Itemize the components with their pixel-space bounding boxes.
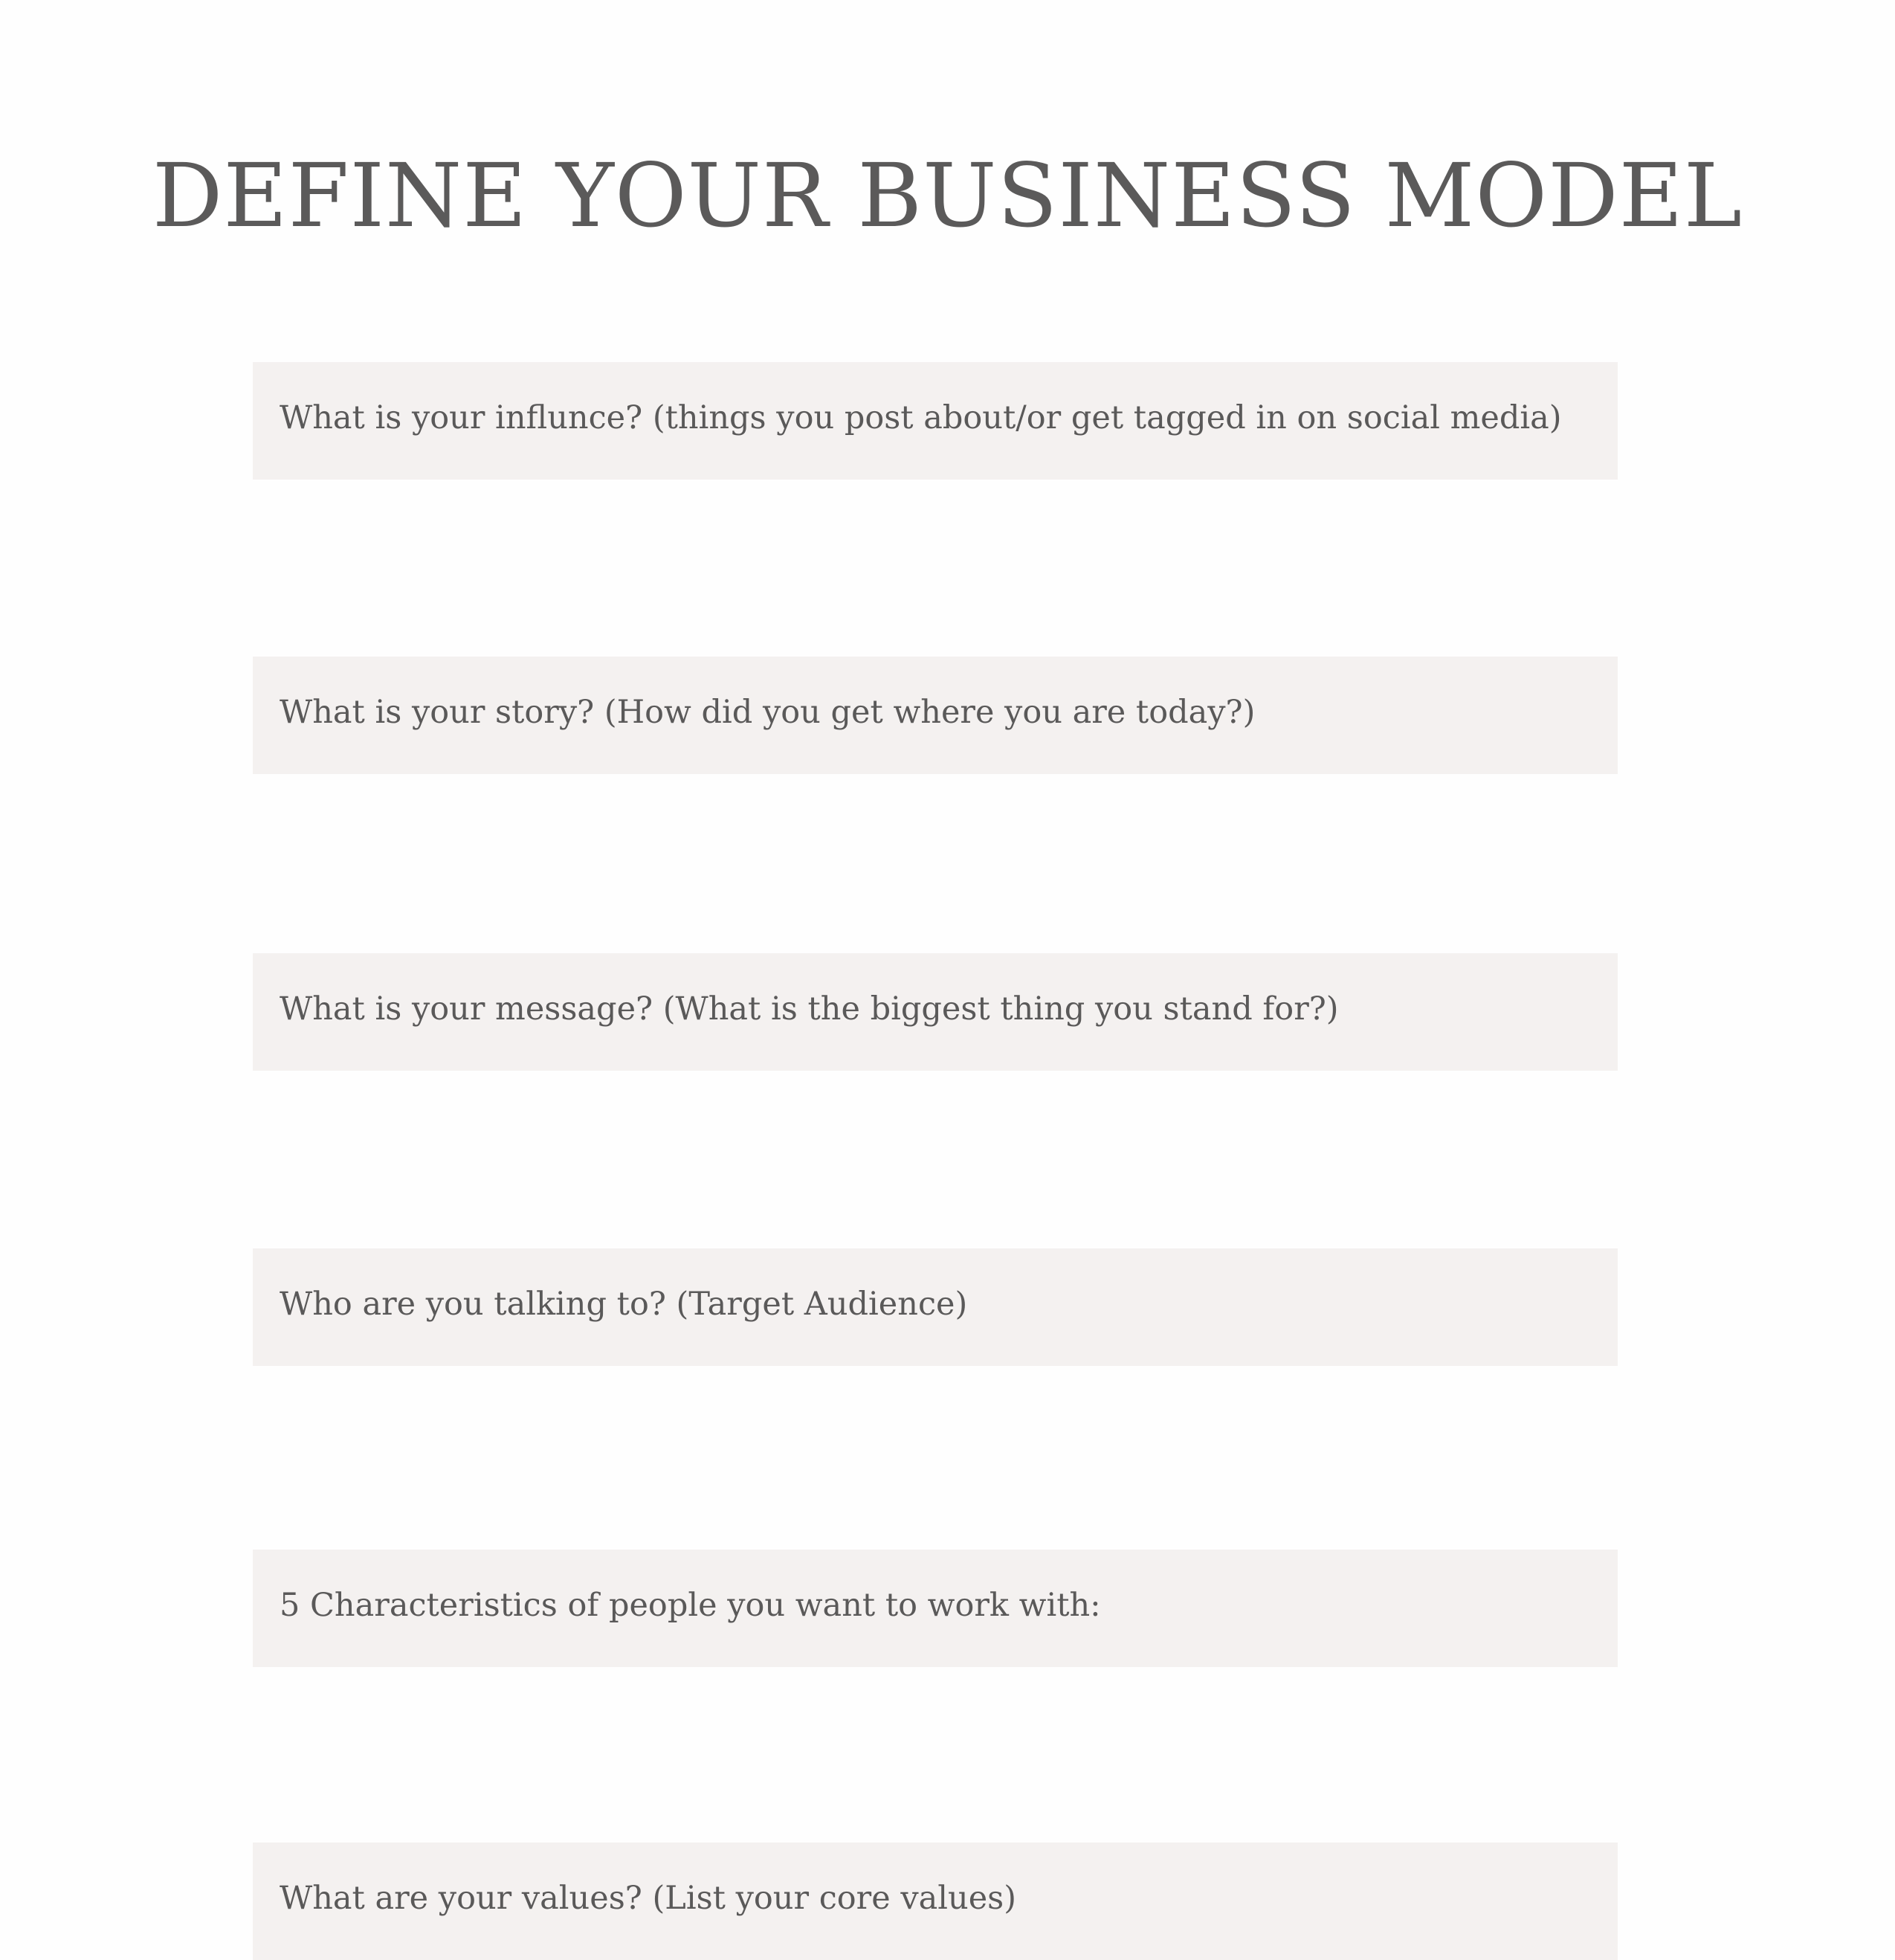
page-title: DEFINE YOUR BUSINESS MODEL — [152, 144, 1743, 247]
answer-area-4[interactable] — [253, 1366, 1618, 1550]
question-3-band — [253, 953, 1618, 1071]
question-4-text: Who are you talking to? (Target Audience) — [280, 1286, 968, 1323]
answer-area-3[interactable] — [253, 1071, 1618, 1248]
answer-area-2[interactable] — [253, 774, 1618, 953]
question-1-text: What is your influnce? (things you post about/or get tagged in on social media) — [280, 399, 1562, 436]
answer-area-5[interactable] — [253, 1667, 1618, 1843]
question-4-band — [253, 1248, 1618, 1366]
answer-area-1[interactable] — [253, 480, 1618, 657]
question-6-text: What are your values? (List your core values) — [280, 1880, 1016, 1917]
question-2-text: What is your story? (How did you get where you are today?) — [280, 694, 1256, 731]
question-2-band — [253, 657, 1618, 774]
question-5-text: 5 Characteristics of people you want to work with: — [280, 1587, 1101, 1624]
question-6-band — [253, 1843, 1618, 1960]
question-1-band — [253, 362, 1618, 480]
question-3-text: What is your message? (What is the biggest thing you stand for?) — [280, 990, 1339, 1028]
question-5-band — [253, 1550, 1618, 1667]
